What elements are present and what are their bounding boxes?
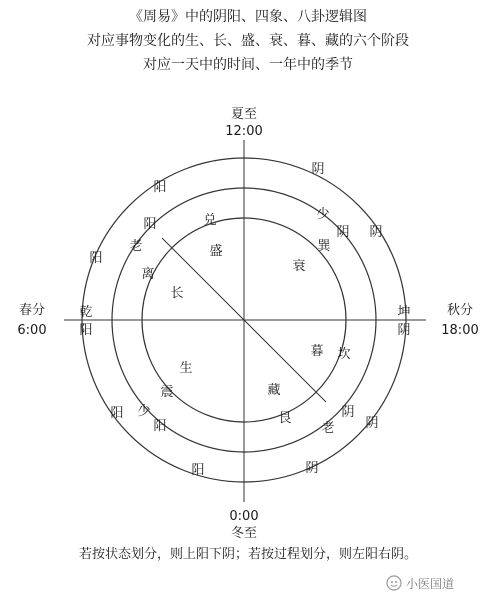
title-line-1: 《周易》中的阴阳、四象、八卦逻辑图	[129, 9, 367, 25]
trigram-kan: 坎	[337, 347, 351, 362]
stage-birth: 生	[179, 361, 193, 376]
stage-grow: 长	[170, 286, 184, 301]
trigram-kun-yin: 阴	[397, 323, 411, 338]
label-spring-equinox: 春分	[18, 303, 46, 318]
outer-yin-top: 阴	[311, 162, 325, 177]
outer-yang-bottom-left: 阳	[110, 406, 124, 421]
wechat-logo-icon	[386, 575, 402, 591]
label-six: 6:00	[17, 323, 47, 338]
outer-yin-right: 阴	[369, 225, 383, 240]
label-noon: 12:00	[225, 124, 263, 139]
trigram-qian: 乾	[79, 305, 93, 320]
trigram-gen: 艮	[278, 411, 292, 426]
stage-dusk: 暮	[310, 344, 324, 359]
label-summer-solstice: 夏至	[230, 107, 258, 122]
label-eighteen: 18:00	[441, 323, 479, 338]
middle-lao-yin-char2: 老	[321, 421, 335, 436]
outer-yang-top: 阳	[153, 180, 167, 195]
middle-lao-yang-char1: 阳	[143, 217, 157, 232]
trigram-zhen: 震	[160, 385, 174, 400]
title-line-2: 对应事物变化的生、长、盛、衰、暮、藏的六个阶段	[87, 33, 409, 49]
outer-yin-bottom: 阴	[305, 461, 319, 476]
footer-caption: 若按状态划分，则上阳下阴；若按过程划分，则左阳右阴。	[78, 547, 417, 562]
middle-shao-yang-char1: 少	[137, 404, 151, 419]
outer-yang-bottom: 阳	[191, 463, 205, 478]
stage-store: 藏	[267, 383, 281, 398]
watermark	[386, 572, 454, 594]
middle-lao-yang-char2: 老	[129, 239, 143, 254]
trigram-dui: 兑	[203, 213, 217, 228]
outer-yang-left: 阳	[89, 251, 103, 266]
watermark-text: 小医国道	[406, 576, 455, 591]
trigram-kun: 坤	[397, 305, 411, 320]
title-line-3: 对应一天中的时间、一年中的季节	[143, 57, 353, 73]
trigram-li: 离	[141, 267, 155, 282]
middle-shao-yin-char1: 少	[316, 207, 330, 222]
stage-flourish: 盛	[209, 244, 223, 259]
trigram-xun: 巽	[317, 239, 331, 254]
label-midnight: 0:00	[229, 509, 259, 524]
stage-decline: 衰	[292, 259, 306, 274]
trigram-qian-yang: 阳	[79, 323, 93, 338]
label-winter-solstice: 冬至	[230, 526, 258, 541]
outer-yin-bottom-right: 阴	[365, 416, 379, 431]
middle-lao-yin-char1: 阴	[341, 405, 355, 420]
middle-shao-yang-char2: 阳	[153, 419, 167, 434]
middle-shao-yin-char2: 阴	[336, 225, 350, 240]
label-autumn-equinox: 秋分	[446, 303, 474, 318]
